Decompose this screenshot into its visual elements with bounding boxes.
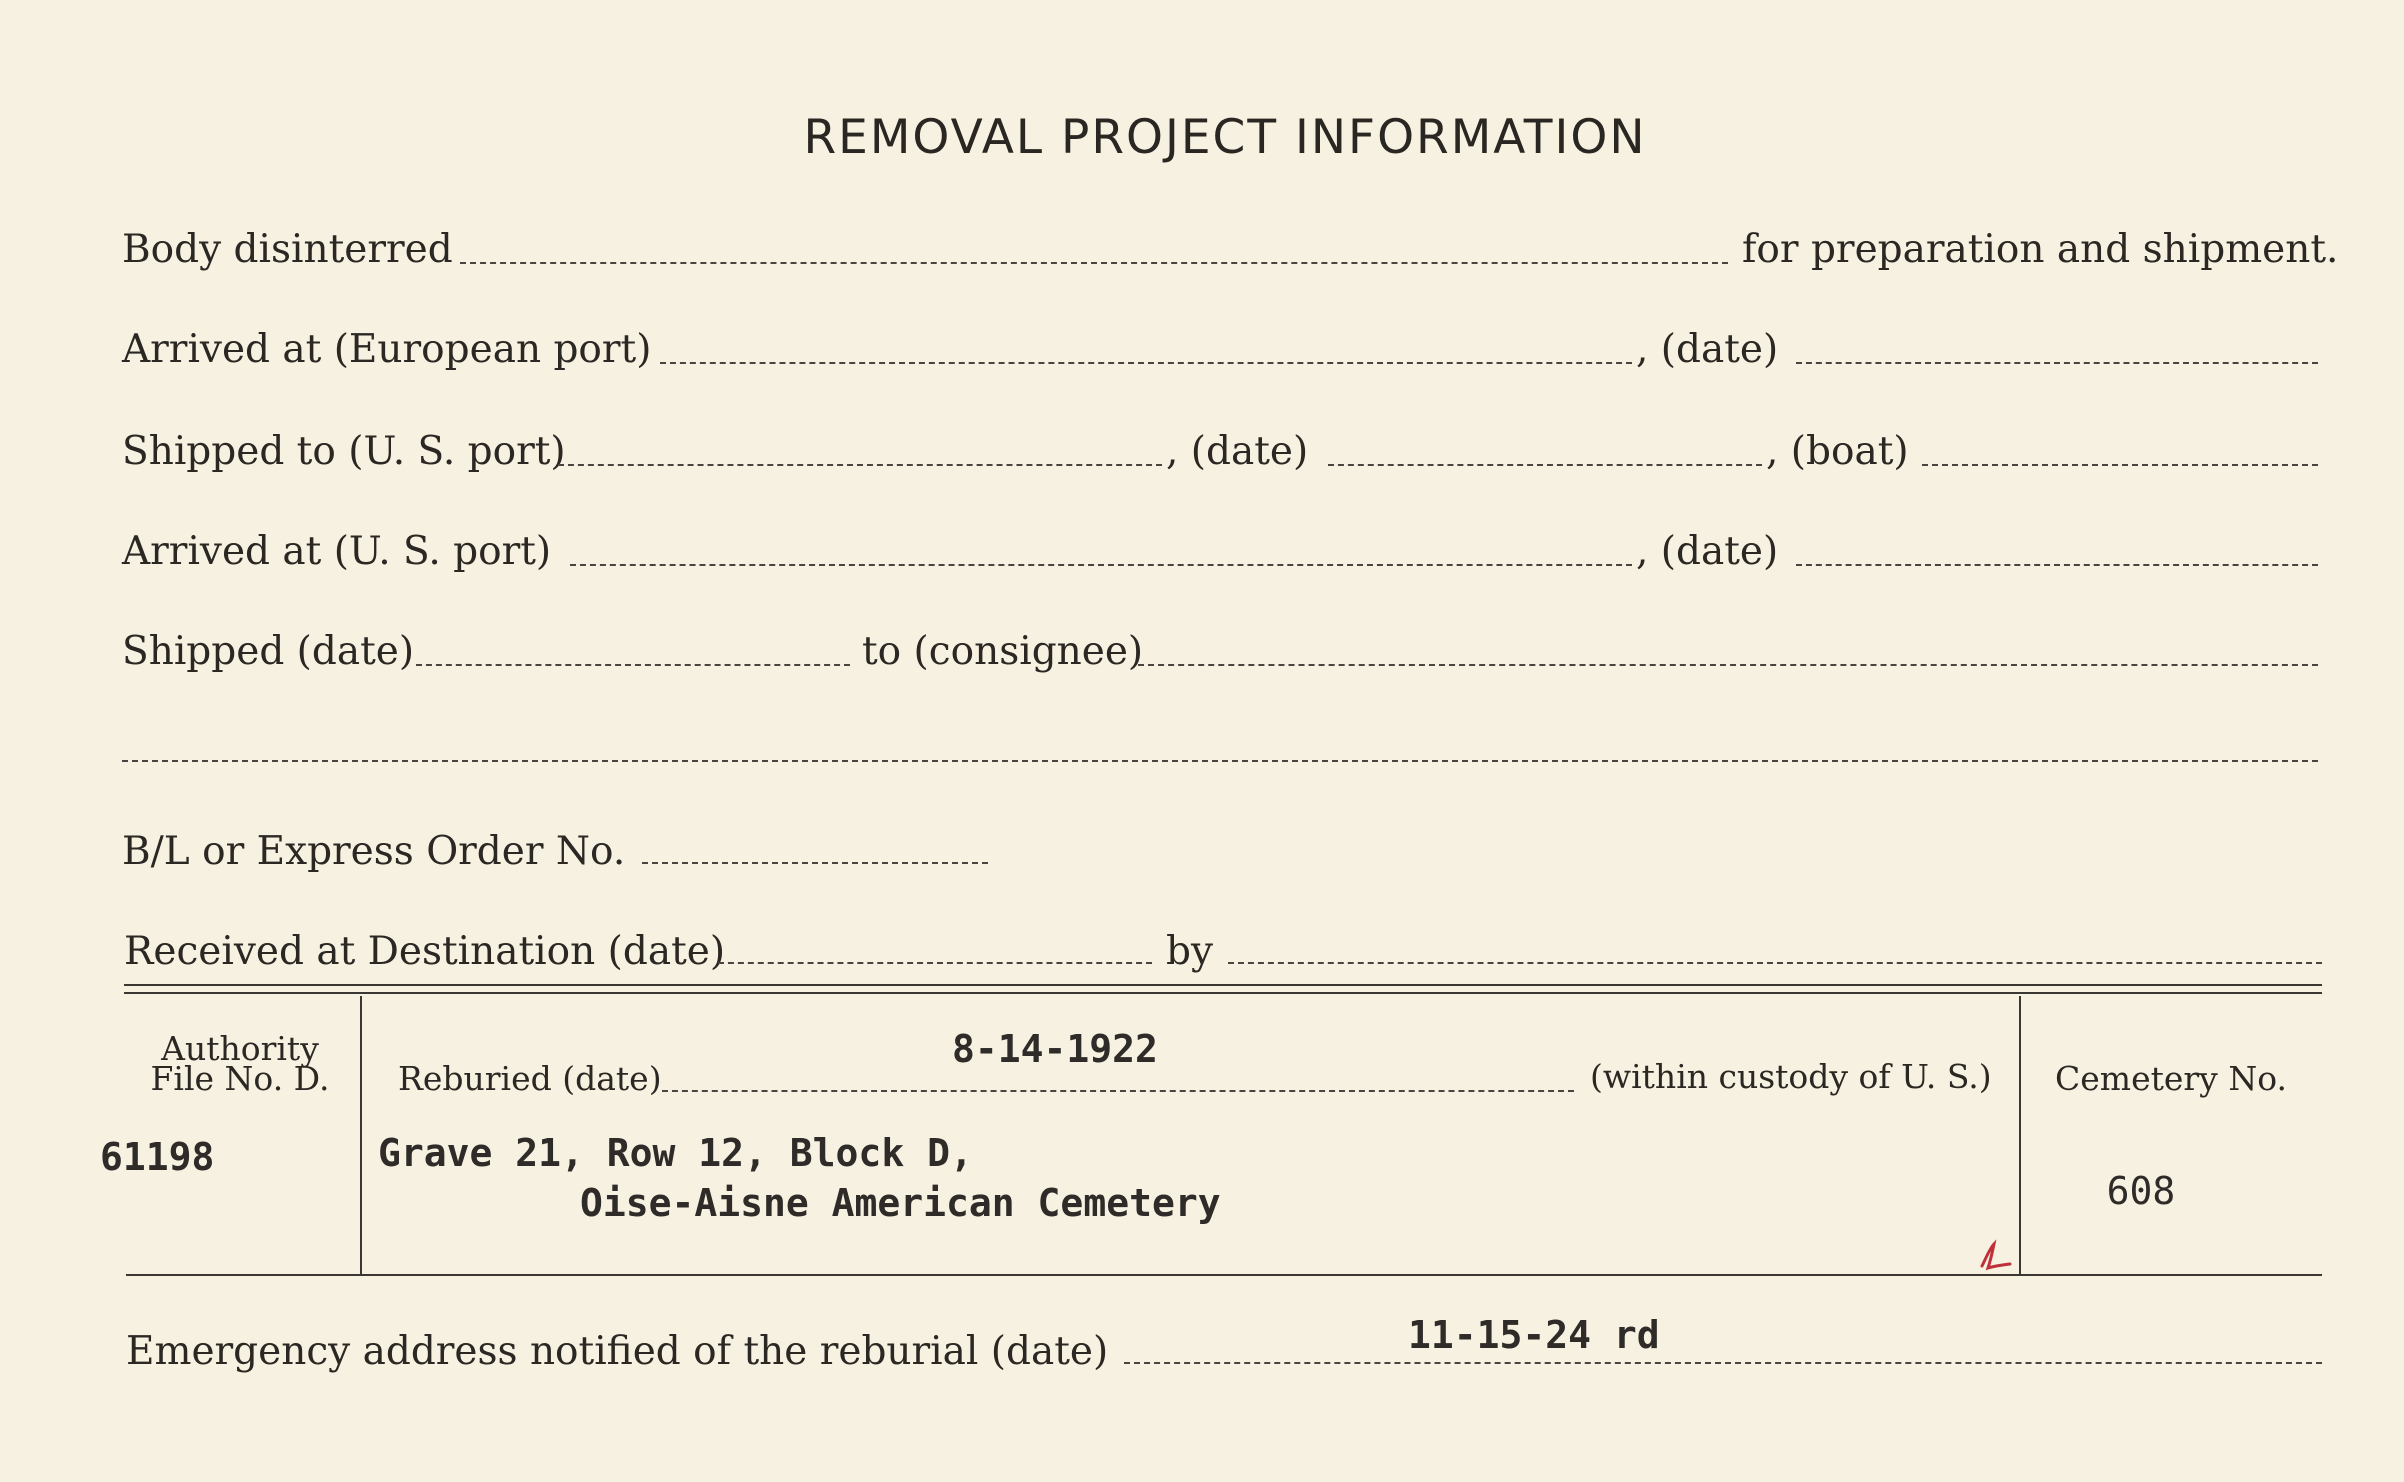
received-by-label: by	[1166, 929, 1213, 974]
within-custody-label: (within custody of U. S.)	[1590, 1057, 1992, 1096]
boat-label: , (boat)	[1766, 429, 1909, 474]
emergency-label: Emergency address notified of the reburial (date)	[126, 1329, 1109, 1374]
bl-order-label: B/L or Express Order No.	[122, 829, 626, 874]
shipped-date-line	[416, 664, 850, 666]
body-disinterred-label: Body disinterred	[122, 227, 453, 272]
reburied-label: Reburied (date)	[398, 1059, 662, 1098]
column-divider-left	[360, 996, 362, 1274]
arrived-european-label: Arrived at (European port)	[122, 327, 652, 372]
arrived-us-label: Arrived at (U. S. port)	[122, 529, 552, 574]
reburied-date-line	[662, 1090, 1574, 1092]
double-rule-bottom	[124, 992, 2322, 994]
shipped-date-label: Shipped (date)	[122, 629, 415, 674]
consignee-label: to (consignee)	[862, 629, 1144, 674]
grave-location-line1: Grave 21, Row 12, Block D,	[378, 1131, 973, 1175]
arrived-us-date-line	[1796, 564, 2318, 566]
file-number: 61198	[100, 1135, 215, 1179]
shipped-to-line	[558, 464, 1162, 466]
consignee-continuation-line	[122, 760, 2318, 762]
card-title	[0, 110, 2404, 165]
bl-order-line	[642, 862, 988, 864]
emergency-date-value: 11-15-24 rd	[1408, 1313, 1660, 1357]
consignee-line	[1138, 664, 2318, 666]
body-disinterred-line	[460, 262, 1728, 264]
red-check-mark	[1976, 1238, 2016, 1274]
file-no-label: File No. D.	[150, 1059, 330, 1098]
arrived-us-date-label: , (date)	[1636, 529, 1779, 574]
boat-line	[1922, 464, 2318, 466]
received-by-line	[1228, 962, 2322, 964]
arrived-european-date-line	[1796, 362, 2318, 364]
arrived-european-date-label: , (date)	[1636, 327, 1779, 372]
cemetery-number: 608	[2106, 1169, 2176, 1213]
double-rule-top	[124, 984, 2322, 986]
section-bottom-rule	[126, 1274, 2322, 1276]
arrived-us-line	[570, 564, 1632, 566]
emergency-date-line	[1124, 1362, 2322, 1364]
authority-label: Authority	[161, 1029, 319, 1068]
cemetery-no-label: Cemetery No.	[2055, 1059, 2287, 1098]
card-title-text: REMOVAL PROJECT INFORMATION	[803, 110, 1647, 165]
column-divider-right	[2019, 996, 2021, 1274]
grave-location-line2: Oise-Aisne American Cemetery	[580, 1181, 1221, 1225]
preparation-label: for preparation and shipment.	[1742, 227, 2339, 272]
shipped-to-date-line	[1328, 464, 1762, 466]
reburied-date-value: 8-14-1922	[952, 1027, 1158, 1071]
received-date-line	[718, 962, 1152, 964]
shipped-to-label: Shipped to (U. S. port)	[122, 429, 566, 474]
shipped-to-date-label: , (date)	[1166, 429, 1309, 474]
arrived-european-line	[660, 362, 1632, 364]
received-label: Received at Destination (date)	[124, 929, 726, 974]
